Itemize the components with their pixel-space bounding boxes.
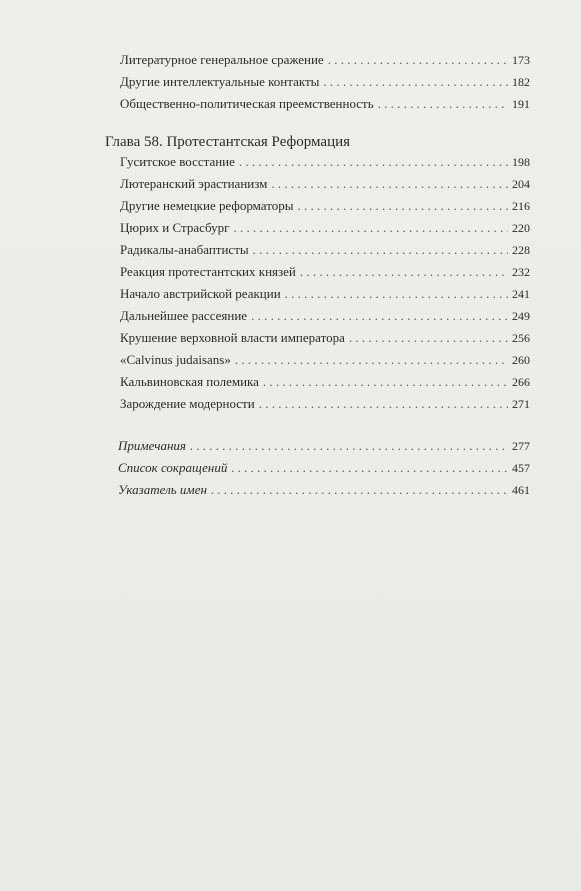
toc-entry bbox=[120, 352, 530, 368]
toc-entry-page: 260 bbox=[512, 353, 530, 367]
toc-entry-page: 266 bbox=[512, 375, 530, 389]
toc-entry-page: 457 bbox=[512, 461, 530, 475]
toc-entry bbox=[120, 308, 530, 324]
toc-entry-title: Крушение верховной власти императора bbox=[120, 330, 345, 345]
dot-leader bbox=[297, 198, 508, 214]
dot-leader bbox=[234, 220, 508, 236]
toc-entry-title: Реакция протестантских князей bbox=[120, 264, 296, 279]
dot-leader bbox=[251, 308, 508, 324]
dot-leader bbox=[378, 96, 508, 112]
toc-entry bbox=[120, 198, 530, 214]
toc-entry-page: 249 bbox=[512, 309, 530, 323]
toc-entry bbox=[120, 96, 530, 112]
back-matter-entry bbox=[118, 482, 530, 498]
toc-entry-page: 232 bbox=[512, 265, 530, 279]
dot-leader bbox=[263, 374, 508, 390]
toc-entry-title: Лютеранский эрастианизм bbox=[120, 176, 268, 191]
toc-entry-title: Литературное генеральное сражение bbox=[120, 52, 324, 67]
dot-leader bbox=[253, 242, 508, 258]
toc-entry-title: Начало австрийской реакции bbox=[120, 286, 281, 301]
toc-entry-title: Гуситское восстание bbox=[120, 154, 235, 169]
chapter-heading: Глава 58. Протестантская Реформация bbox=[105, 134, 351, 150]
toc-entry-title: Цюрих и Страсбург bbox=[120, 220, 230, 235]
toc-entry-title: Общественно-политическая преемственность bbox=[120, 96, 374, 111]
toc-entry-title: Дальнейшее рассеяние bbox=[120, 308, 248, 323]
dot-leader bbox=[285, 286, 508, 302]
toc-entry bbox=[120, 220, 530, 236]
dot-leader bbox=[323, 74, 508, 90]
toc-entry-page: 277 bbox=[512, 439, 530, 453]
toc-entry bbox=[120, 374, 530, 390]
toc-entry-page: 228 bbox=[512, 243, 530, 257]
dot-leader bbox=[239, 154, 508, 170]
toc-entry-page: 182 bbox=[512, 75, 530, 89]
dot-leader bbox=[328, 52, 508, 68]
toc-entry bbox=[120, 330, 530, 346]
toc-entry-page: 216 bbox=[512, 199, 530, 213]
toc-entry bbox=[120, 74, 530, 90]
toc-entry-page: 173 bbox=[512, 53, 530, 67]
toc-entry-page: 271 bbox=[512, 397, 530, 411]
toc-entry-page: 191 bbox=[512, 97, 530, 111]
back-matter-entry bbox=[118, 460, 530, 476]
toc-entry bbox=[120, 176, 530, 192]
back-matter-entry bbox=[118, 438, 530, 454]
dot-leader bbox=[235, 352, 508, 368]
toc-entry bbox=[120, 396, 530, 412]
toc-entry-title: Другие немецкие реформаторы bbox=[120, 198, 294, 213]
toc-entry-title: Зарождение модерности bbox=[120, 396, 255, 411]
toc-entry bbox=[120, 242, 530, 258]
toc-entry-title: Список сокращений bbox=[118, 460, 228, 475]
dot-leader bbox=[259, 396, 508, 412]
dot-leader bbox=[271, 176, 508, 192]
toc-entry bbox=[120, 286, 530, 302]
toc-entry bbox=[120, 52, 530, 68]
toc-entry-page: 198 bbox=[512, 155, 530, 169]
dot-leader bbox=[300, 264, 508, 280]
dot-leader bbox=[231, 460, 508, 476]
toc-entry bbox=[120, 264, 530, 280]
toc-entry-page: 461 bbox=[512, 483, 530, 497]
toc-entry-page: 204 bbox=[512, 177, 530, 191]
toc-entry-page: 220 bbox=[512, 221, 530, 235]
toc-entry-title: Другие интеллектуальные контакты bbox=[120, 74, 320, 89]
toc-entry-title: Кальвиновская полемика bbox=[120, 374, 259, 389]
dot-leader bbox=[349, 330, 508, 346]
toc-entry-title: «Calvinus judaisans» bbox=[120, 352, 231, 367]
toc-entry-title: Радикалы-анабаптисты bbox=[120, 242, 249, 257]
toc-entry-page: 241 bbox=[512, 287, 530, 301]
toc-entry-page: 256 bbox=[512, 331, 530, 345]
toc-entry bbox=[120, 154, 530, 170]
dot-leader bbox=[190, 438, 508, 454]
toc-entry-title: Примечания bbox=[118, 438, 186, 453]
dot-leader bbox=[211, 482, 508, 498]
toc-entry-title: Указатель имен bbox=[118, 482, 207, 497]
